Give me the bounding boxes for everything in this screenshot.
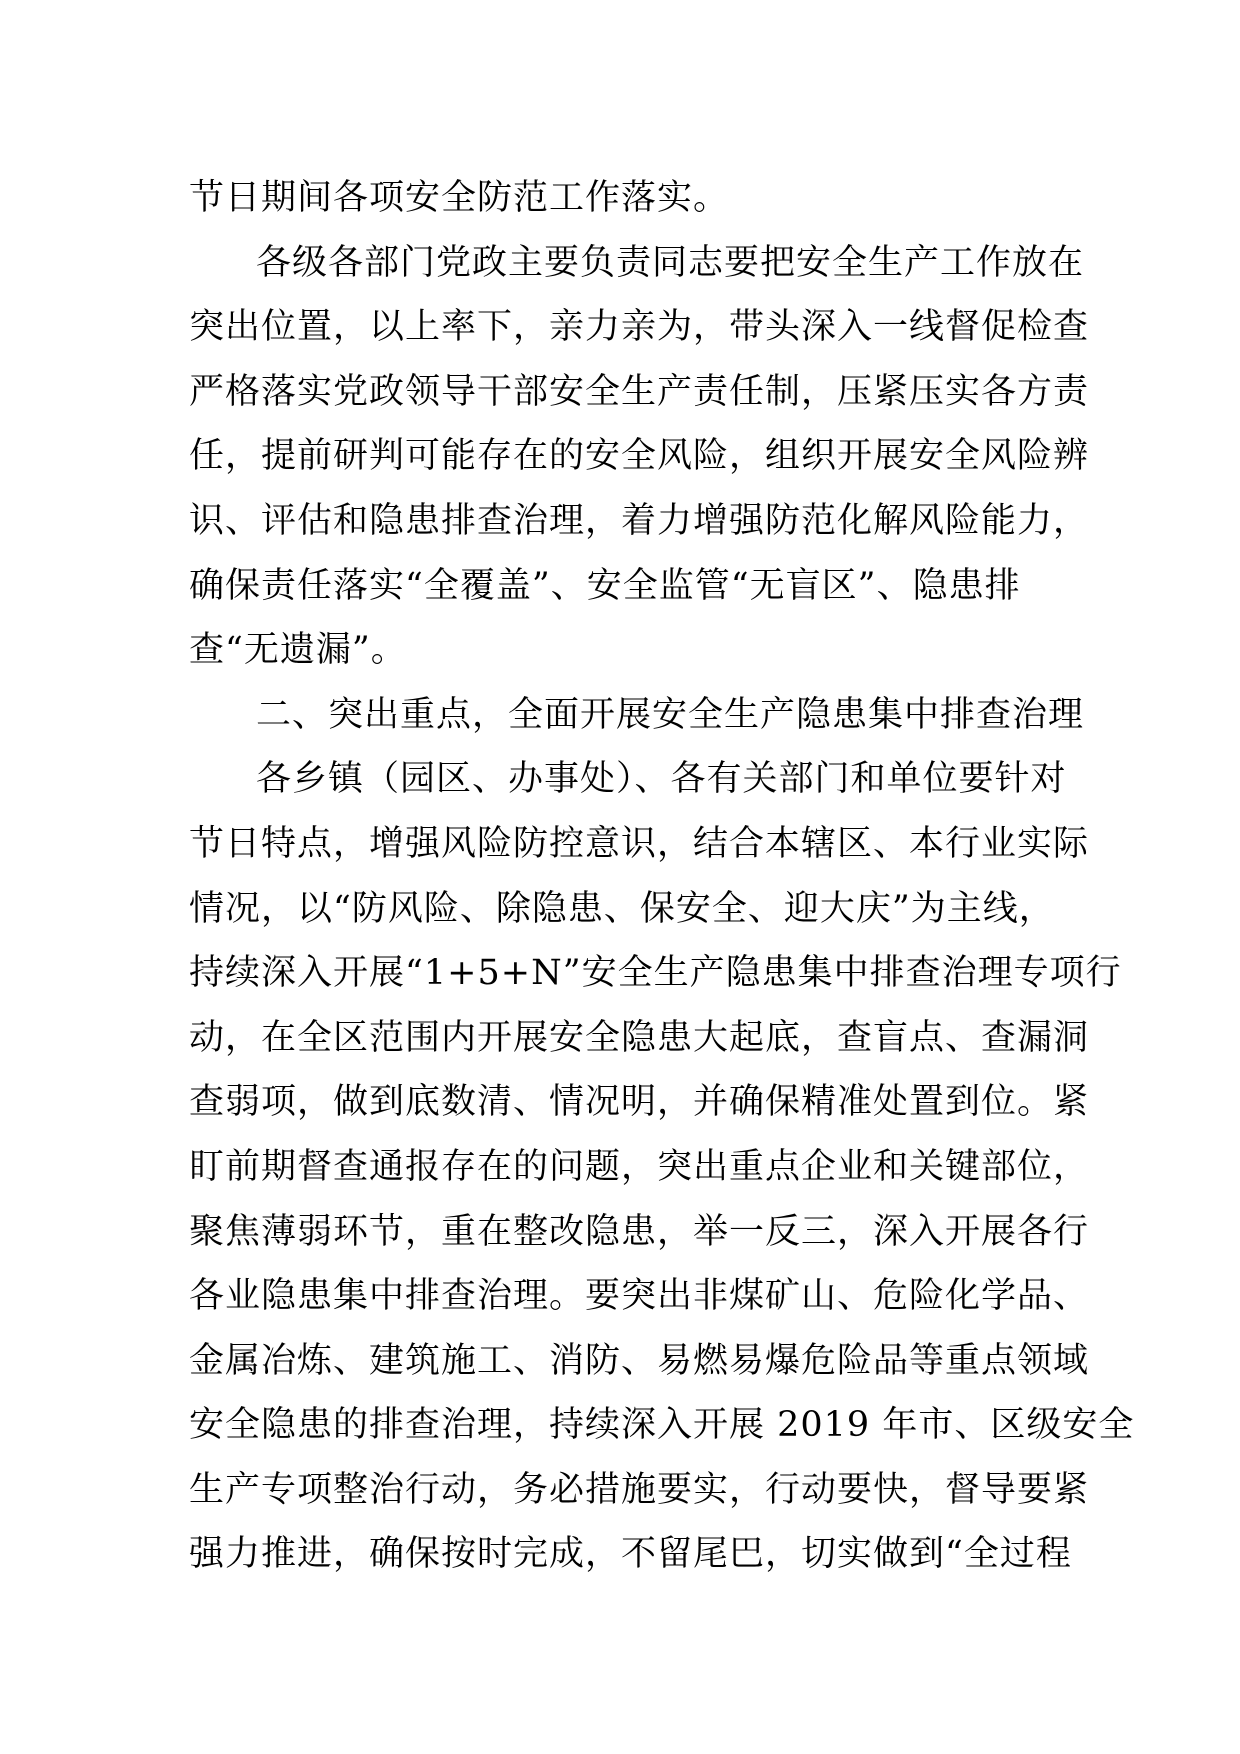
text-line: 生产专项整治行动，务必措施要实，行动要快，督导要紧	[189, 1469, 1090, 1510]
text-line: 金属冶炼、建筑施工、消防、易燃易爆危险品等重点领域	[189, 1340, 1090, 1381]
document-body	[189, 166, 1135, 1587]
text-line: 任，提前研判可能存在的安全风险，组织开展安全风险辨	[189, 436, 1090, 477]
text-line: 严格落实党政领导干部安全生产责任制，压紧压实各方责	[189, 371, 1090, 412]
text-line: 安全隐患的排查治理，持续深入开展 2019 年市、区级安全	[189, 1405, 1135, 1446]
text-line: 盯前期督查通报存在的问题，突出重点企业和关键部位，	[189, 1146, 1090, 1187]
section-heading: 二、突出重点，全面开展安全生产隐患集中排查治理	[256, 694, 1085, 735]
text-line: 节日期间各项安全防范工作落实。	[189, 178, 730, 218]
text-line: 持续深入开展“1+5+N”安全生产隐患集中排查治理专项行	[189, 953, 1122, 994]
text-line: 各业隐患集中排查治理。要突出非煤矿山、危险化学品、	[189, 1276, 1090, 1317]
text-line: 查弱项，做到底数清、情况明，并确保精准处置到位。紧	[189, 1082, 1090, 1123]
text-line: 聚焦薄弱环节，重在整改隐患，举一反三，深入开展各行	[189, 1211, 1090, 1252]
text-line: 节日特点，增强风险防控意识，结合本辖区、本行业实际	[189, 823, 1090, 864]
text-line: 突出位置，以上率下，亲力亲为，带头深入一线督促检查	[189, 307, 1090, 348]
text-line: 识、评估和隐患排查治理，着力增强防范化解风险能力，	[189, 500, 1090, 541]
text-line: 情况，以“防风险、除隐患、保安全、迎大庆”为主线，	[189, 888, 1055, 929]
text-line: 强力推进，确保按时完成，不留尾巴，切实做到“全过程	[189, 1534, 1072, 1575]
text-line: 查“无遗漏”。	[189, 630, 407, 671]
text-line: 确保责任落实“全覆盖”、安全监管“无盲区”、隐患排	[189, 565, 1021, 606]
paragraph-start-line: 各乡镇（园区、办事处）、各有关部门和单位要针对	[256, 759, 1067, 800]
paragraph-start-line: 各级各部门党政主要负责同志要把安全生产工作放在	[256, 242, 1085, 283]
text-line: 动，在全区范围内开展安全隐患大起底，查盲点、查漏洞	[189, 1017, 1090, 1058]
